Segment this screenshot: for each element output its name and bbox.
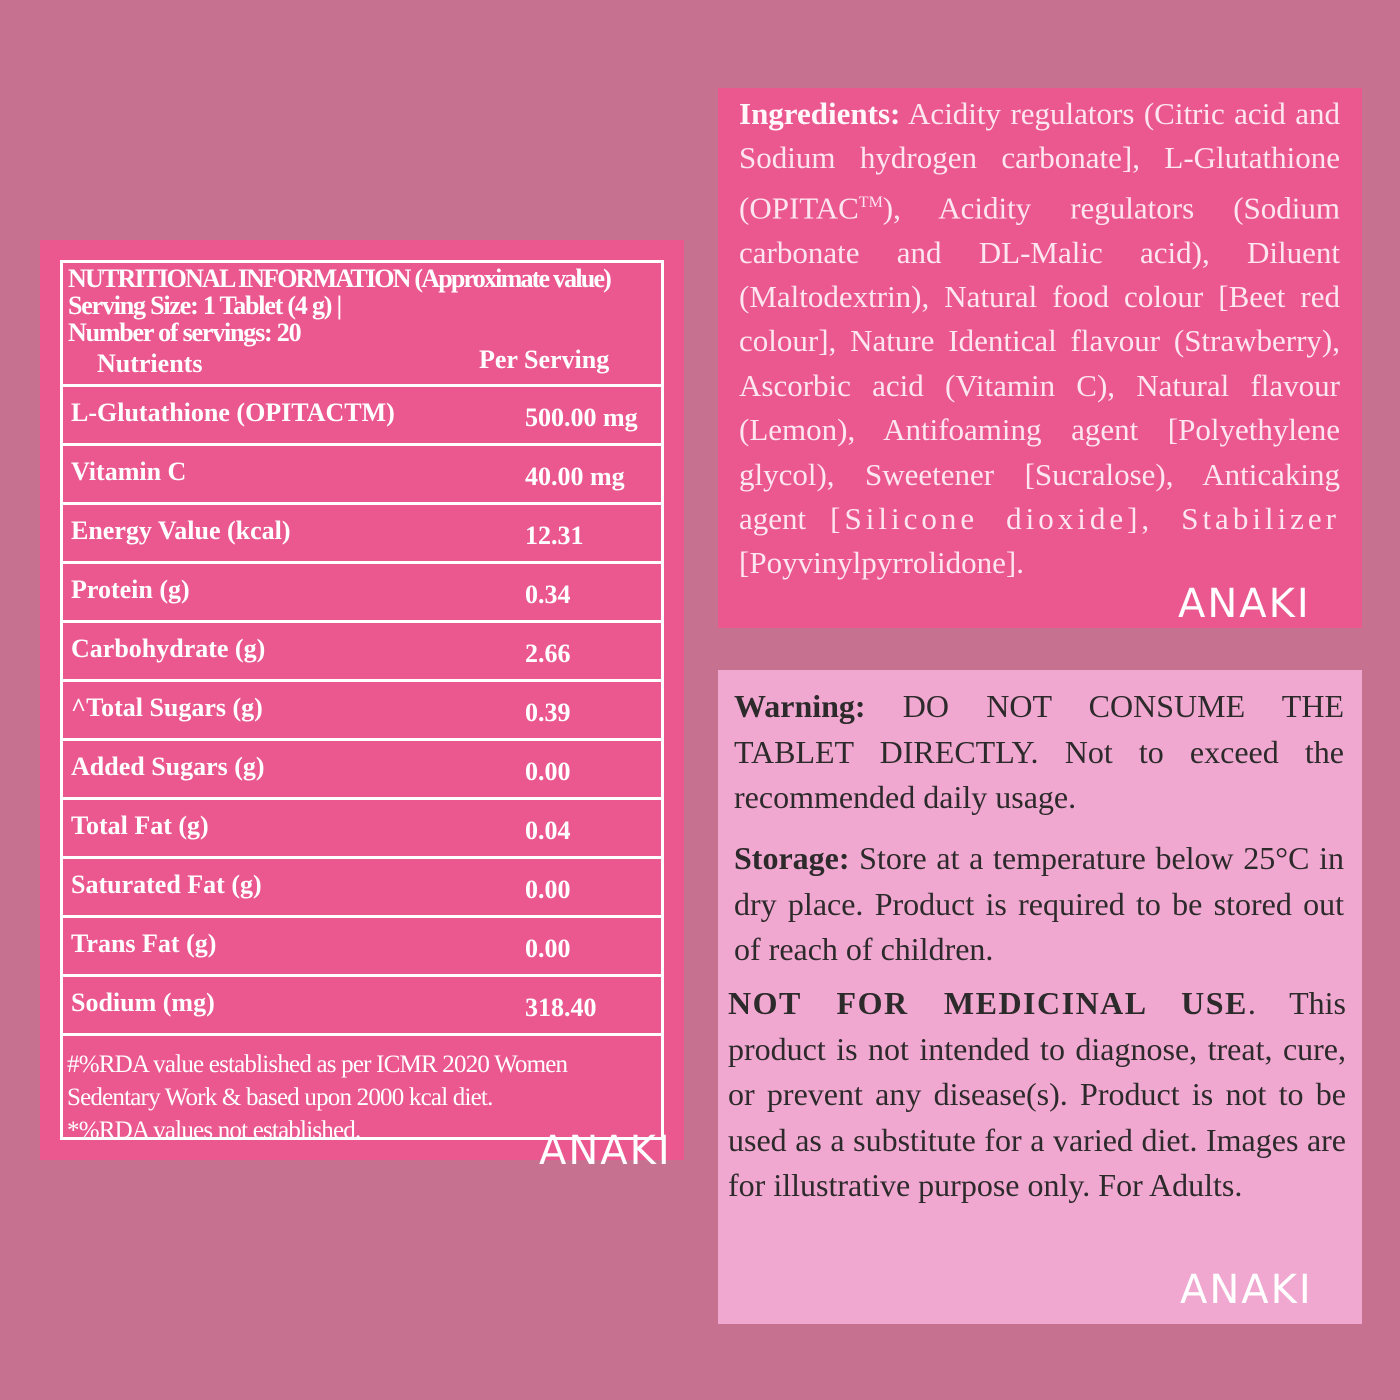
table-row [63,446,661,505]
anaki-logo: ANAKI [1178,581,1311,627]
nutrient-value: 0.39 [525,698,571,727]
nutrient-name: ^Total Sugars (g) [71,693,263,722]
nutrition-panel [40,240,684,1174]
nutrient-value: 2.66 [525,639,571,668]
table-row [63,800,661,859]
warning-label: Warning: [734,688,866,724]
nutrient-name: Carbohydrate (g) [71,634,266,663]
table-row [63,387,661,446]
nutrition-table [60,260,672,1174]
column-header-per-serving: Per Serving [479,345,610,374]
table-row [63,623,661,682]
column-header-nutrients: Nutrients [97,349,203,378]
nutrient-value: 318.40 [525,993,597,1022]
anaki-logo: ANAKI [1180,1267,1313,1313]
nutrient-name: Total Fat (g) [71,811,209,840]
ingredients-panel [718,88,1362,628]
ingredients-text [739,92,1340,586]
serving-size: Serving Size: 1 Tablet (4 g) | [68,291,342,320]
ingredients-list-part: [Silicone dioxide], Stabilizer [830,500,1340,536]
nutrient-value: 0.00 [525,934,571,963]
nutrient-name: Sodium (mg) [71,988,215,1017]
table-row [63,859,661,918]
storage-label: Storage: [734,840,850,876]
warning-text: DO NOT CONSUME THE TABLET DIRECTLY. Not to exceed the recommended daily usage. [734,688,1344,815]
nutrient-name: Added Sugars (g) [71,752,265,781]
nutrition-header [63,263,661,387]
medicinal-label: NOT FOR MEDICINAL USE [728,985,1248,1021]
footnote-diet: Sedentary Work & based upon 2000 kcal diet. [67,1084,493,1111]
nutrient-name: Trans Fat (g) [71,929,217,958]
nutrient-value: 0.00 [525,875,571,904]
anaki-logo: ANAKI [539,1128,672,1174]
nutrient-name: Energy Value (kcal) [71,516,291,545]
nutrient-name: L-Glutathione (OPITACTM) [71,398,395,427]
table-row [63,977,661,1036]
warning-panel [718,670,1362,1324]
nutrient-name: Saturated Fat (g) [71,870,262,899]
ingredients-label: Ingredients: [739,96,901,131]
table-row [63,505,661,564]
nutrient-name: Protein (g) [71,575,190,604]
footnote-not-established: *%RDA values not established. [67,1117,361,1144]
footnote-rda: #%RDA value established as per ICMR 2020 Women [67,1051,568,1078]
nutrient-value: 0.00 [525,757,571,786]
ingredients-list-part: Acidity regulators (Citric acid and Sodium hydrogen carbonate], L-Glutathione (OPITAC [739,96,1340,226]
nutrient-value: 40.00 mg [525,462,625,491]
nutrient-value: 12.31 [525,521,584,550]
servings-count: Number of servings: 20 [68,318,301,347]
nutrient-value: 0.04 [525,816,571,845]
nutrient-value: 0.34 [525,580,571,609]
nutrition-title: NUTRITIONAL INFORMATION (Approximate value) [68,264,611,293]
storage-text: Store at a temperature below 25°C in dry place. Product is required to be stored out of reach of children. [734,840,1344,967]
nutrient-value: 500.00 mg [525,403,638,432]
storage-paragraph [734,836,1344,973]
table-row [63,682,661,741]
trademark-symbol: TM [858,193,883,211]
nutrient-name: Vitamin C [71,457,187,486]
table-row [63,918,661,977]
disclaimer-text: . This product is not intended to diagnose, treat, cure, or prevent any disease(s). Product is not to be used as a substitute for a varied diet. Images are for illustrative purpose only. For Adults. [728,985,1347,1203]
ingredients-list-part: ), Acidity regulators (Sodium carbonate and DL-Malic acid), Diluent (Maltodextrin), Natural food colour [Beet red colour], Nature Identical flavour (Strawberry), Ascorbic acid (Vitamin C), Natural flavour (Lemon), Antifoaming agent [Polyethylene glycol), Sweetener [Sucralose), Anticaking agent [739,190,1340,536]
disclaimer-paragraph [728,981,1346,1209]
warning-paragraph [734,684,1344,821]
ingredients-list-part: [Poyvinylpyrrolidone]. [739,545,1024,581]
table-row [63,741,661,800]
table-row [63,564,661,623]
